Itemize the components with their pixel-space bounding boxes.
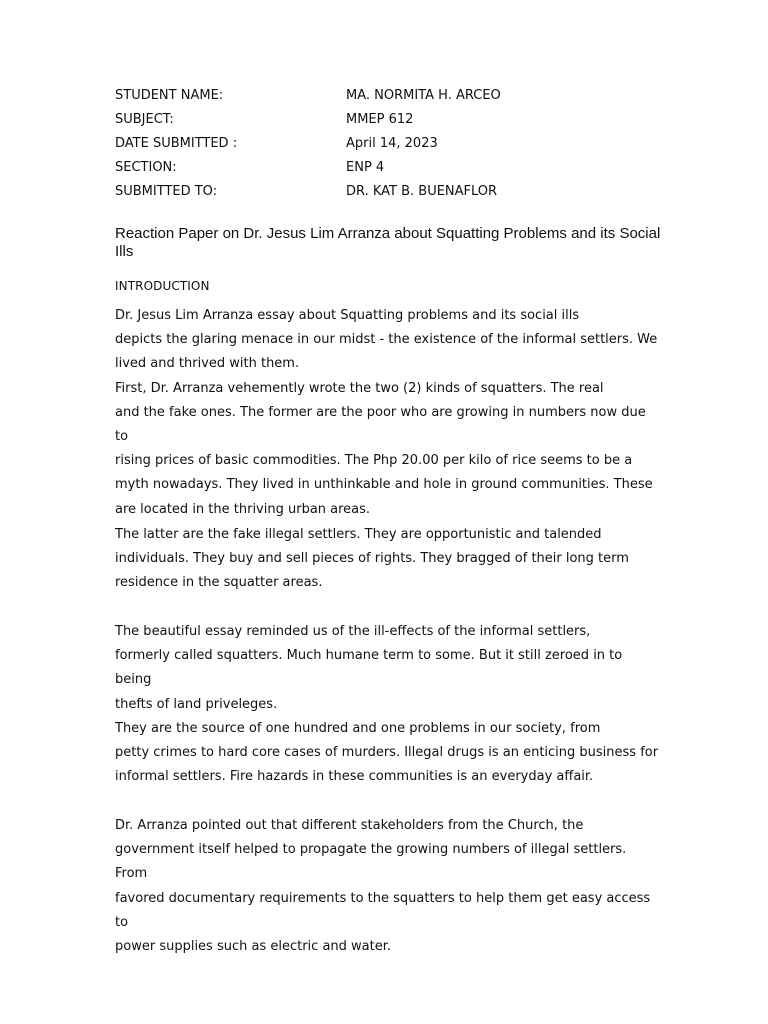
subject-row (115, 110, 675, 134)
student-name-label: STUDENT NAME: (115, 88, 224, 103)
section-value: ENP 4 (346, 160, 385, 175)
document-title: Reaction Paper on Dr. Jesus Lim Arranza about Squatting Problems and its Social Ills (115, 225, 661, 260)
submitted-to-label: SUBMITTED TO: (115, 184, 218, 199)
date-submitted-label: DATE SUBMITTED : (115, 136, 238, 151)
submitted-to-value: DR. KAT B. BUENAFLOR (346, 184, 498, 199)
date-submitted-value: April 14, 2023 (346, 136, 438, 151)
student-info-table (115, 86, 675, 206)
date-submitted-row (115, 134, 675, 158)
introduction-heading: INTRODUCTION (115, 279, 210, 293)
subject-label: SUBJECT: (115, 112, 174, 127)
paragraph-2: The latter are the fake illegal settlers. They are opportunistic and talended individuals. They buy and sell pieces of rights. They bragged of their long term residence in the squatter areas. (115, 527, 629, 591)
section-label: SECTION: (115, 160, 177, 175)
submitted-to-row (115, 182, 675, 206)
paragraph-4: They are the source of one hundred and one problems in our society, from petty crimes to hard core cases of murders. Illegal drugs is an enticing business for informal settlers. Fire hazards in these communities is an everyday affair. (115, 721, 659, 785)
paragraph-1: Dr. Jesus Lim Arranza essay about Squatting problems and its social ills depicts the glaring menace in our midst - the existence of the informal settlers. We lived and thrived with them. First, Dr. Arranza vehemently wrote the two (2) kinds of squatters. The real and the fake ones. The former are the poor who are growing in numbers now due to rising prices of basic commodities. The Php 20.00 per kilo of rice seems to be a myth nowadays. They lived in unthinkable and hole in ground communities. These are located in the thriving urban areas. (115, 308, 658, 517)
subject-value: MMEP 612 (346, 112, 414, 127)
student-name-row (115, 86, 675, 110)
student-name-value: MA. NORMITA H. ARCEO (346, 88, 501, 103)
paragraph-3: The beautiful essay reminded us of the ill-effects of the informal settlers, formerly called squatters. Much humane term to some. But it still zeroed in to being thefts of land priveleges. (115, 624, 623, 712)
section-row (115, 158, 675, 182)
paragraph-5: Dr. Arranza pointed out that different stakeholders from the Church, the government itself helped to propagate the growing numbers of illegal settlers. From favored documentary requirements to the squatters to help them get easy access to power supplies such as electric and water. (115, 818, 651, 955)
